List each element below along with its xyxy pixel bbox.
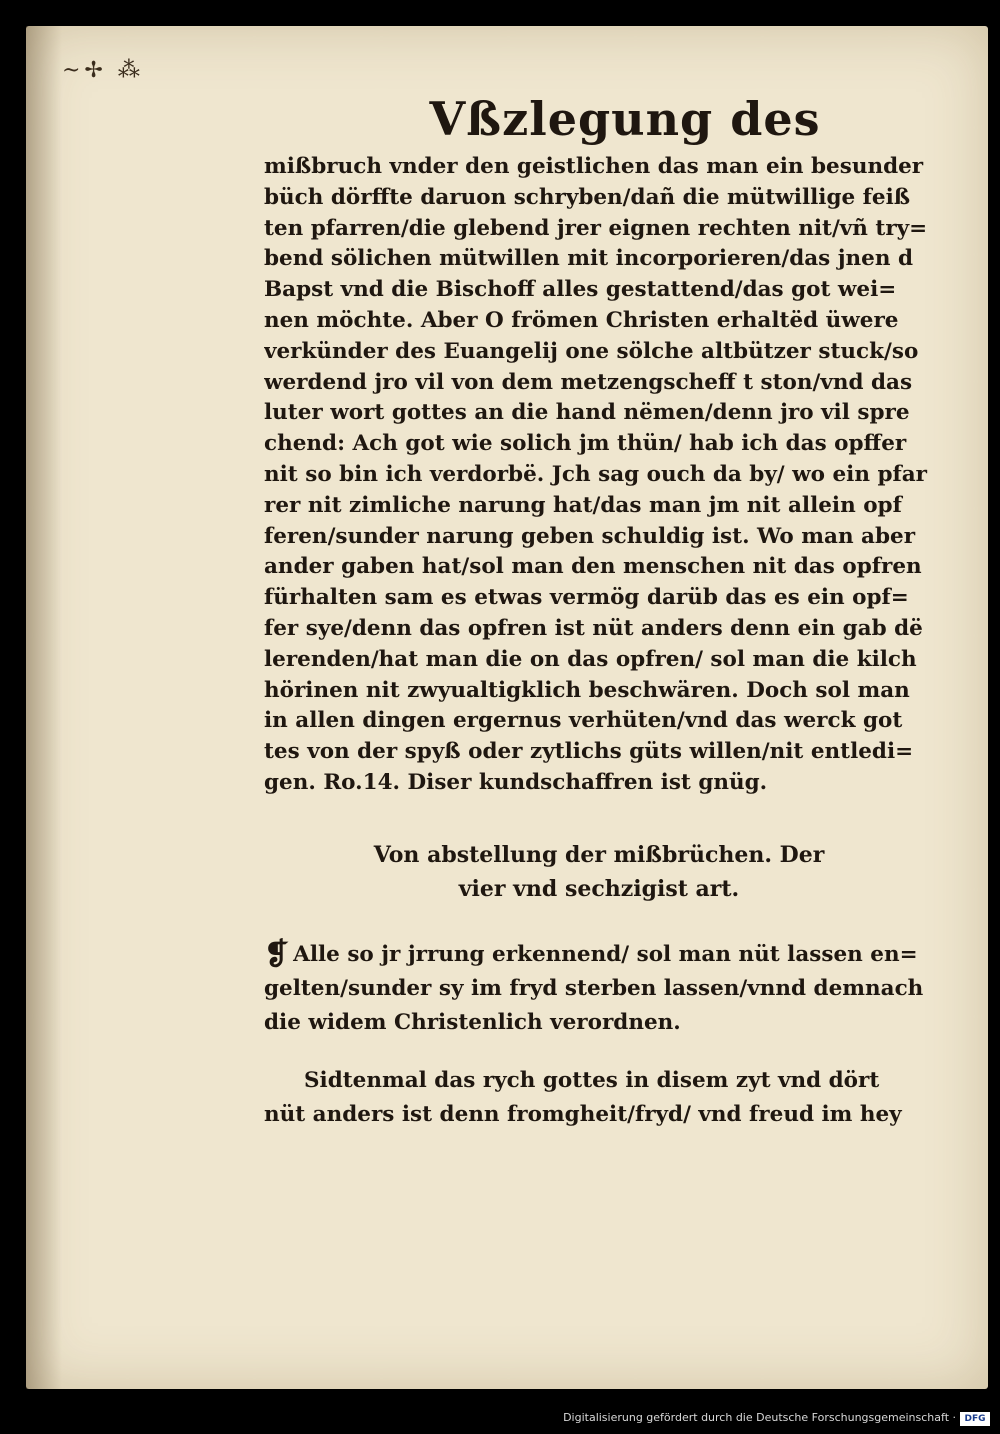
corner-ornament: ~✢ ⁂ bbox=[62, 58, 144, 83]
text-line: fürhalten sam es etwas vermög darüb das es ein opf= bbox=[264, 585, 909, 611]
text-line: in allen dingen ergernus verhüten/vnd das werck got bbox=[264, 708, 903, 734]
paragraph-text bbox=[264, 1064, 934, 1132]
text-line: ten pfarren/die glebend jrer eignen rechten nit/vñ try= bbox=[264, 215, 928, 241]
text-line: ander gaben hat/sol man den menschen nit das opfren bbox=[264, 554, 922, 580]
thesis-line bbox=[264, 938, 934, 972]
section-heading bbox=[264, 838, 934, 906]
text-line: luter wort gottes an die hand nëmen/denn jro vil spre bbox=[264, 400, 910, 426]
paragraph-line: nüt anders ist denn fromgheit/fryd/ vnd freud im hey bbox=[264, 1102, 902, 1127]
text-line: bend sölichen mütwillen mit incorporieren/das jnen d bbox=[264, 246, 913, 272]
thesis-line: die widem Christenlich verordnen. bbox=[264, 1010, 681, 1035]
text-line: werdend jro vil von dem metzengscheff t ston/vnd das bbox=[264, 369, 913, 395]
text-line: mißbruch vnder den geistlichen das man ein besunder bbox=[264, 154, 924, 179]
text-line: tes von der spyß oder zytlichs güts willen/nit entledi= bbox=[264, 739, 914, 765]
page-spine-shadow bbox=[26, 26, 62, 1389]
text-line: feren/sunder narung geben schuldig ist. Wo man aber bbox=[264, 523, 916, 549]
pilcrow-icon: ❡ bbox=[264, 938, 290, 972]
text-line: rer nit zimliche narung hat/das man jm nit allein opf bbox=[264, 492, 902, 518]
text-line: hörinen nit zwyualtigklich beschwären. Doch sol man bbox=[264, 677, 910, 703]
thesis-line: gelten/sunder sy im fryd sterben lassen/vnnd demnach bbox=[264, 976, 924, 1001]
text-line: gen. Ro.14. Diser kundschaffren ist gnüg. bbox=[264, 769, 768, 795]
heading-line: vier vnd sechzigist art. bbox=[458, 876, 740, 902]
thesis-text bbox=[264, 938, 934, 1040]
body-text bbox=[264, 152, 934, 799]
running-head: Vßzlegung des bbox=[429, 92, 821, 146]
dfg-logo-icon: DFG bbox=[960, 1412, 990, 1426]
text-line: büch dörffte daruon schryben/dañ die mütwillige feiß bbox=[264, 184, 911, 210]
text-line: lerenden/hat man die on das opfren/ sol man die kilch bbox=[264, 646, 917, 672]
text-line: chend: Ach got wie solich jm thün/ hab ich das opffer bbox=[264, 431, 907, 457]
thesis-line-text: Alle so jr jrrung erkennend/ sol man nüt lassen en= bbox=[293, 942, 918, 967]
text-line: nit so bin ich verdorbë. Jch sag ouch da by/ wo ein pfar bbox=[264, 461, 927, 487]
footer-bar bbox=[0, 1389, 1000, 1434]
footer-credit: Digitalisierung gefördert durch die Deutsche Forschungsgemeinschaft · bbox=[563, 1411, 956, 1424]
paragraph-line: Sidtenmal das rych gottes in disem zyt vnd dört bbox=[304, 1068, 880, 1093]
text-line: verkünder des Euangelij one sölche altbützer stuck/so bbox=[264, 338, 919, 364]
text-line: nen möchte. Aber O frömen Christen erhaltëd üwere bbox=[264, 307, 899, 333]
heading-line: Von abstellung der mißbrüchen. Der bbox=[373, 842, 825, 868]
text-line: Bapst vnd die Bischoff alles gestattend/das got wei= bbox=[264, 277, 897, 303]
text-line: fer sye/denn das opfren ist nüt anders denn ein gab dë bbox=[264, 615, 923, 641]
